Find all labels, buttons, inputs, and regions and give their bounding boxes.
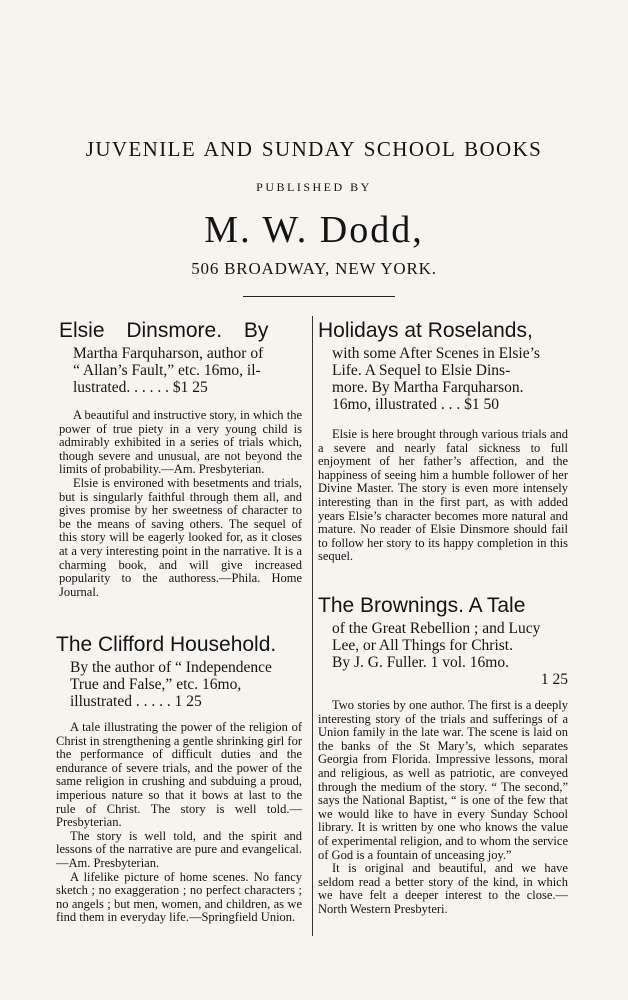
description-line: 16mo, illustrated . . . $1 50 [332,396,500,413]
description-line: Life. A Sequel to Elsie Dins- [332,362,511,379]
description-line: True and False,” etc. 16mo, [70,676,242,693]
description-line: Martha Farquharson, author of [73,345,264,362]
review-paragraph: Elsie is environed with besetments and trials, but is singularly faithful through them all, and gives promise by her sweetness of character to be the means of saving others. The sequel of this story will be eagerly looked for, as it closes at a very interesting point in the narrative. It is a charming book, and will give increased popularity to the authoress.—Phila. Home Journal. [59,475,302,599]
review-paragraph: The story is well told, and the spirit and lessons of the narrative are pure and evangelical.—Am. Presbyterian. [56,828,302,870]
publisher-address: 506 BROADWAY, NEW YORK. [191,259,437,278]
description-line: lustrated. . . . . . $1 25 [73,379,208,396]
book-title: Elsie Dinsmore. By [59,319,269,342]
book-description [73,345,302,396]
book-entry-holidays-at-roselands [318,318,568,564]
description-line: with some After Scenes in Elsie’s [332,345,540,362]
book-title: The Clifford Household. [56,633,277,656]
book-title: Holidays at Roselands, [318,319,533,342]
description-line: illustrated . . . . . 1 25 [70,693,202,710]
description-line: By J. G. Fuller. 1 vol. 16mo. [332,654,509,671]
book-price: 1 25 [540,671,568,688]
review-paragraph: A beautiful and instructive story, in which the power of true piety in a very young child is admirably exhibited in a series of trials which, though severe and unusual, are not beyond the limits of probability.—Am. Presbyterian. [59,408,302,477]
book-reviews [56,721,302,925]
publisher-name: M. W. Dodd, [204,209,424,251]
book-description [332,620,568,688]
review-paragraph: Two stories by one author. The first is a deeply interesting story of the trials and sufferings of a Union family in the late war. The scene is laid on the banks of the St Mary’s, which separates Georgia from Florida. Impressive lessons, moral and religious, as well as patriotic, are conveyed through the medium of the story. “ The second,” says the National Baptist, “ is one of the few that we would like to have in every Sunday School library. It is written by one who knows the value of experimental religion, and to whom the service of God is a fountain of unceasing joy.” [318,698,568,862]
book-title: The Brownings. A Tale [318,594,526,617]
description-line: Lee, or All Things for Christ. [332,637,513,654]
description-line: more. By Martha Farquharson. [332,379,524,396]
review-paragraph: It is original and beautiful, and we have seldom read a better story of the kind, in which we have felt a deeper interest to the close.—North Western Presbyteri. [318,861,568,916]
review-paragraph: A tale illustrating the power of the religion of Christ in strengthening a gentle shrinking girl for the performance of difficult duties and the endurance of severe trials, and the power of the same religion in crushing and subduing a proud, imperious nature so that it bows at last to the rule of Christ. The story is well told.—Presbyterian. [56,720,302,830]
book-reviews [318,699,568,917]
book-reviews [318,428,568,564]
book-entry-elsie-dinsmore [59,318,302,599]
published-by-label: PUBLISHED BY [256,180,372,194]
review-paragraph: Elsie is here brought through various trials and a severe and nearly fatal sickness to full enjoyment of her father’s affection, and the happiness of seeing him a humble follower of her Divine Master. The story is even more intensely interesting than in the first part, as with added years Elsie’s character becomes more natural and mature. No reader of Elsie Dinsmore should fail to follow her story to its happy completion in this sequel. [318,427,568,564]
column-divider [312,316,313,936]
description-line: By the author of “ Independence [70,659,272,676]
book-entry-clifford-household [56,632,302,925]
book-description [332,345,568,413]
description-line: “ Allan’s Fault,” etc. 16mo, il- [73,362,261,379]
header-divider [243,296,395,297]
book-entry-the-brownings [318,593,568,917]
review-paragraph: A lifelike picture of home scenes. No fancy sketch ; no exaggeration ; no perfect characters ; no angels ; but men, women, and children, as we find them in everyday life.—Springfield Union. [56,869,302,925]
description-line: of the Great Rebellion ; and Lucy [332,620,541,637]
book-description [70,659,302,710]
book-reviews [59,409,302,599]
page-heading: JUVENILE AND SUNDAY SCHOOL BOOKS [85,137,543,161]
